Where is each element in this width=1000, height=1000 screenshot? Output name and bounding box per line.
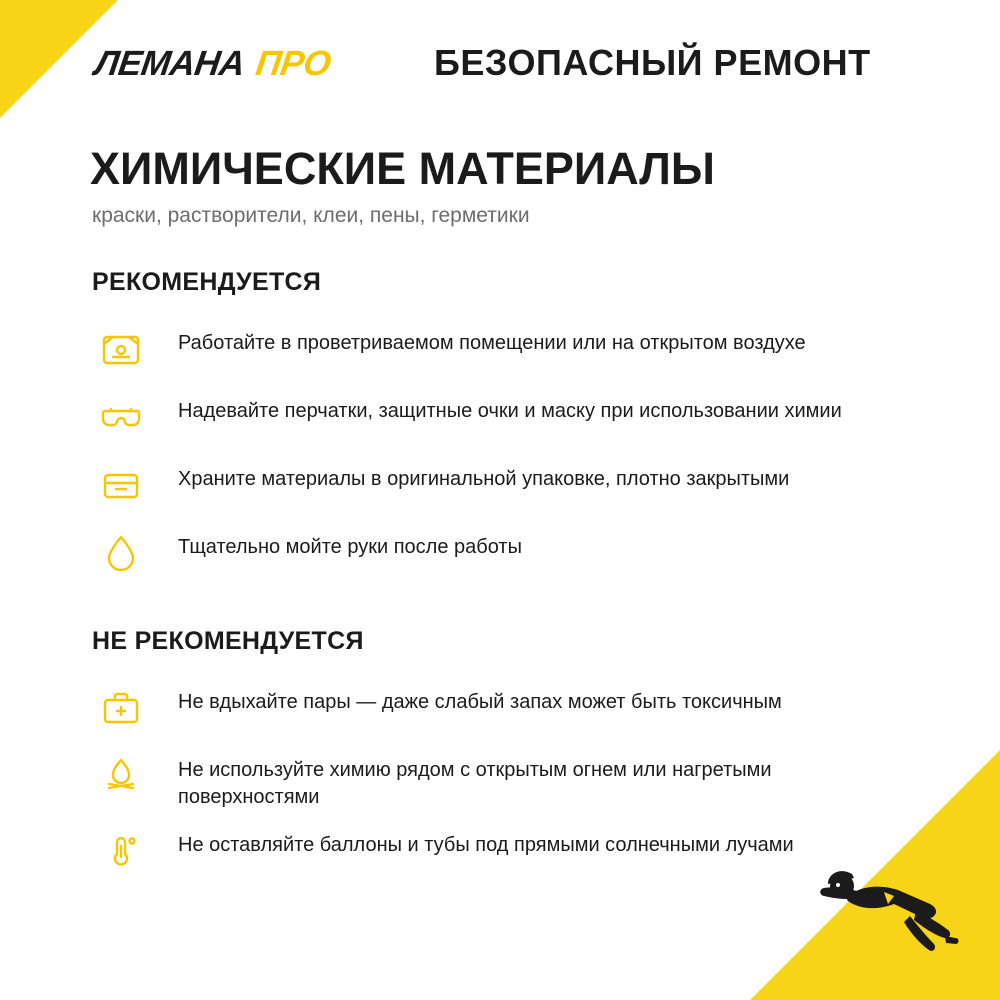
- header-title: БЕЗОПАСНЫЙ РЕМОНТ: [434, 42, 871, 83]
- storage-box-icon: [90, 457, 152, 513]
- list-item-text: Храните материалы в оригинальной упаковке, плотно закрытыми: [178, 468, 790, 490]
- safety-goggles-icon: [90, 389, 152, 445]
- section-title: НЕ РЕКОМЕНДУЕТСЯ: [92, 627, 364, 655]
- list-item: [90, 389, 940, 445]
- flying-worker-mascot: [798, 852, 978, 962]
- list-item-text: Надевайте перчатки, защитные очки и маску при использовании химии: [178, 400, 842, 422]
- logo-accent-text: ПРО: [253, 44, 334, 83]
- list-item-text: Работайте в проветриваемом помещении или на открытом воздухе: [178, 332, 806, 354]
- list-item-text: Тщательно мойте руки после работы: [178, 536, 522, 558]
- list-item-text: Не оставляйте баллоны и тубы под прямыми солнечными лучами: [178, 834, 794, 856]
- list-item: [90, 321, 940, 377]
- header: [0, 40, 1000, 98]
- list-item: [90, 680, 940, 736]
- list-item-text: Не вдыхайте пары — даже слабый запах может быть токсичным: [178, 691, 782, 713]
- list-item: [90, 457, 940, 513]
- section-title: РЕКОМЕНДУЕТСЯ: [92, 268, 322, 296]
- page-subtitle: краски, растворители, клеи, пены, герметики: [92, 204, 530, 227]
- page-title: ХИМИЧЕСКИЕ МАТЕРИАЛЫ: [90, 143, 715, 194]
- brand-logo: [92, 44, 334, 84]
- list-item-text: Не используйте химию рядом с открытым огнем или нагретыми поверхностями: [178, 759, 772, 808]
- ventilation-window-icon: [90, 321, 152, 377]
- list-item: [90, 525, 940, 581]
- list-item: [90, 748, 940, 811]
- water-drop-icon: [90, 525, 152, 581]
- open-fire-icon: [90, 748, 152, 804]
- first-aid-kit-icon: [90, 680, 152, 736]
- thermometer-sun-icon: [90, 823, 152, 879]
- logo-main-text: ЛЕМАНА: [92, 44, 248, 83]
- section-recommended: [90, 268, 940, 593]
